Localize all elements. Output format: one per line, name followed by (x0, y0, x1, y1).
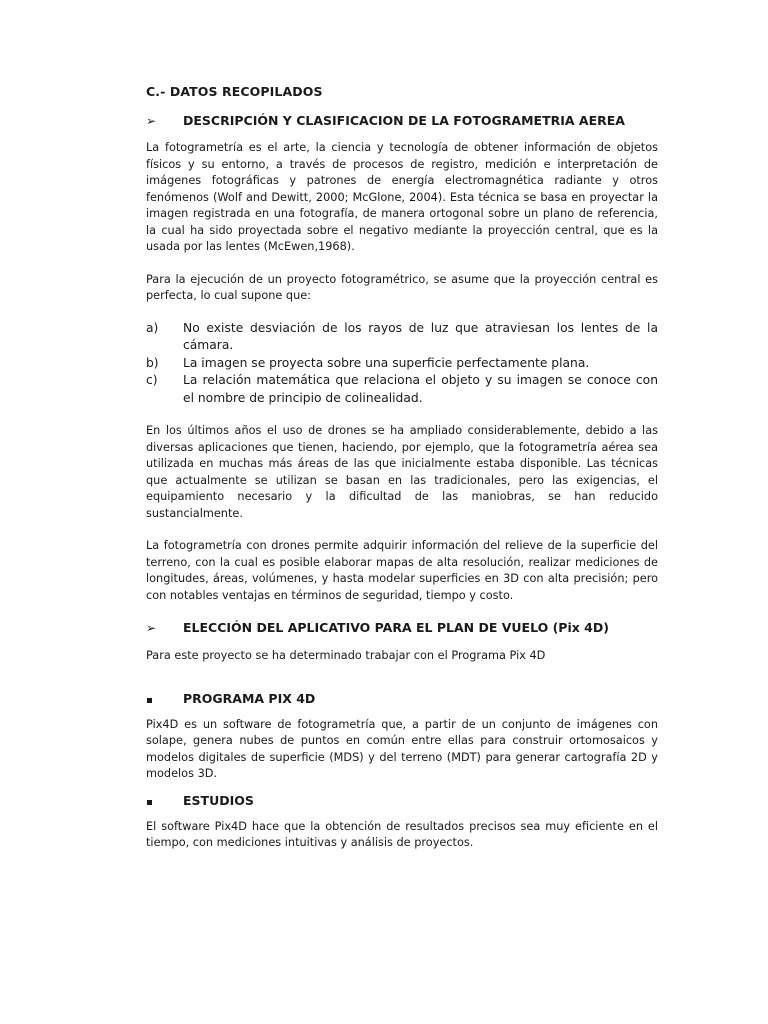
list-item-text: La relación matemática que relaciona el objeto y su imagen se conoce con el nombre de principio de colinealidad. (183, 373, 658, 405)
heading-eleccion-aplicativo-text: ELECCIÓN DEL APLICATIVO PARA EL PLAN DE VUELO (Pix 4D) (183, 620, 609, 635)
list-item (146, 320, 658, 355)
square-bullet-icon (147, 698, 152, 703)
heading-descripcion-text: DESCRIPCIÓN Y CLASIFICACION DE LA FOTOGRAMETRIA AEREA (183, 113, 625, 128)
list-item-text: No existe desviación de los rayos de luz que atraviesan los lentes de la cámara. (183, 320, 658, 352)
paragraph-pix4d-descripcion: Pix4D es un software de fotogrametría que, a partir de un conjunto de imágenes con solape, genera nubes de puntos en común entre ellas para construir ortomosaicos y modelos digitales de superficie (MDS) y del terreno (MDT) para generar cartografía 2D y modelos 3D. (146, 717, 658, 780)
assumptions-list (146, 320, 658, 408)
paragraph-drones-ventajas: La fotogrametría con drones permite adquirir información del relieve de la superficie del terreno, con la cual es posible elaborar mapas de alta resolución, realizar mediciones de longitudes, áreas, volúmenes, y hasta modelar superficies en 3D con alta precisión; pero con notables ventajas en términos de seguridad, tiempo y costo. (146, 539, 658, 602)
list-item (146, 355, 658, 373)
list-item-label: b) (146, 355, 159, 370)
paragraph-proyecto-fotogrametrico: Para la ejecución de un proyecto fotogramétrico, se asume que la proyección central es perfecta, lo cual supone que: (146, 272, 658, 302)
section-title: C.- DATOS RECOPILADOS (146, 84, 323, 99)
heading-descripcion (146, 113, 658, 129)
heading-estudios (146, 793, 658, 809)
list-item-label: a) (146, 320, 159, 335)
list-item-label: c) (146, 373, 158, 387)
paragraph-programa-elegido: Para este proyecto se ha determinado trabajar con el Programa Pix 4D (146, 649, 546, 662)
square-bullet-icon (147, 800, 152, 805)
arrow-bullet-icon: ➢ (146, 114, 157, 128)
heading-programa-pix4d-text: PROGRAMA PIX 4D (183, 690, 316, 706)
heading-eleccion-aplicativo (146, 620, 658, 636)
list-item (146, 372, 658, 407)
arrow-bullet-icon: ➢ (146, 621, 157, 635)
list-item-text: La imagen se proyecta sobre una superficie perfectamente plana. (183, 355, 590, 370)
document-content (146, 84, 658, 852)
paragraph-estudios: El software Pix4D hace que la obtención de resultados precisos sea muy eficiente en el tiempo, con mediciones intuitivas y análisis de proyectos. (146, 819, 658, 849)
heading-estudios-text: ESTUDIOS (183, 792, 254, 808)
paragraph-fotogrametria-definicion: La fotogrametría es el arte, la ciencia y tecnología de obtener información de objetos físicos y su entorno, a través de procesos de registro, medición e interpretación de imágenes fotográficas y patrones de energía electromagnética radiante y otros fenómenos (Wolf and Dewitt, 2000; McGlone, 2004). Esta técnica se basa en proyectar la imagen registrada en una fotografía, de manera ortogonal sobre un plano de referencia, la cual ha sido proyectada sobre el negativo mediante la proyección central, que es la usada por las lentes (McEwen,1968). (146, 141, 658, 253)
heading-programa-pix4d (146, 691, 658, 707)
paragraph-drones-uso: En los últimos años el uso de drones se ha ampliado considerablemente, debido a las diversas aplicaciones que tienen, haciendo, por ejemplo, que la fotogrametría aérea sea utilizada en muchas más áreas de las que inicialmente estaba disponible. Las técnicas que actualmente se utilizan se basan en las tradicionales, pero las exigencias, el equipamiento necesario y la dificultad de las maniobras, se han reducido sustancialmente. (146, 424, 658, 520)
